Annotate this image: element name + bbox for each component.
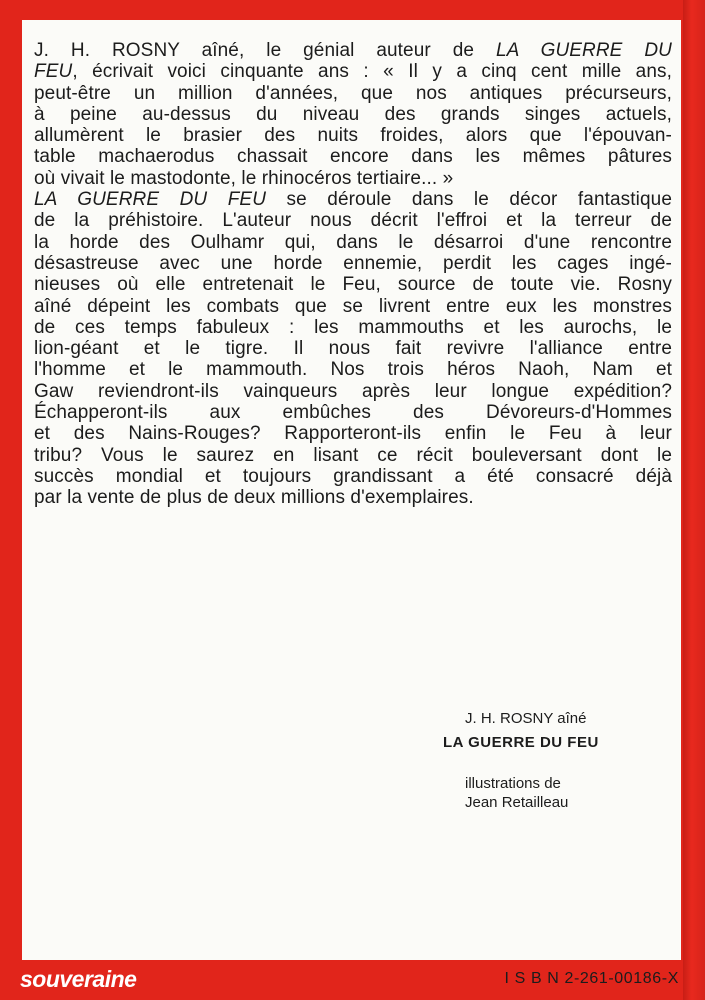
blurb-line [34,253,672,274]
blurb-title-italic: LA GUERRE DU [495,40,672,61]
blurb-title-italic: FEU [34,61,73,83]
blurb-text-run: lion-géant et le tigre. Il nous fait revivre l'alliance entre [34,338,672,360]
blurb-line [34,125,672,146]
blurb-text-run: par la vente de plus de deux millions d'exemplaires. [34,487,474,509]
blurb-text [34,40,672,509]
blurb-line [34,317,672,338]
blurb-line [34,168,672,189]
blurb-line [34,61,672,82]
blurb-text-run: , écrivait voici cinquante ans : « Il y a cinq cent mille ans, [72,61,672,83]
blurb-line [34,487,672,508]
blurb-line [34,83,672,104]
blurb-text-run: et des Nains-Rouges? Rapporteront-ils enfin le Feu à leur [34,423,672,445]
publisher-logo: souveraine [20,966,137,992]
credit-author: J. H. ROSNY aîné [465,710,587,727]
blurb-line [34,359,672,380]
credit-book-title: LA GUERRE DU FEU [443,734,599,751]
blurb-text-run: désastreuse avec une horde ennemie, perdit les cages ingé- [34,252,672,274]
blurb-line [34,445,672,466]
blurb-text-run: de ces temps fabuleux : les mammouths et les aurochs, le [34,316,672,338]
blurb-text-run: succès mondial et toujours grandissant a été consacré déjà [34,465,672,487]
blurb-line [34,40,672,61]
blurb-line [34,466,672,487]
blurb-text-run: aîné dépeint les combats que se livrent entre eux les monstres [34,295,672,317]
blurb-text-run: allumèrent le brasier des nuits froides, alors que l'épouvan- [34,125,672,147]
blurb-text-run: la horde des Oulhamr qui, dans le désarroi d'une rencontre [34,231,672,253]
blurb-text-run: J. H. ROSNY aîné, le génial auteur de [34,40,496,61]
blurb-text-run: de la préhistoire. L'auteur nous décrit l'effroi et la terreur de [34,210,672,232]
blurb-text-run: nieuses où elle entretenait le Feu, source de toute vie. Rosny [34,274,672,296]
blurb-text-run: Gaw reviendront-ils vainqueurs après leur longue expédition? [34,380,672,402]
blurb-line [34,274,672,295]
blurb-line [34,189,672,210]
blurb-line [34,232,672,253]
blurb-line [34,423,672,444]
blurb-text-run: à peine au-dessus du niveau des grands singes actuels, [34,103,672,125]
credit-illustrations [465,774,665,812]
blurb-line [34,381,672,402]
blurb-line [34,402,672,423]
illustrator-name: Jean Retailleau [465,794,569,811]
text-panel [22,20,681,960]
blurb-text-run: Échapperont-ils aux embûches des Dévoreurs-d'Hommes [34,402,672,424]
blurb-text-run: l'homme et le mammouth. Nos trois héros Naoh, Nam et [34,359,672,381]
isbn-number: I S B N 2-261-00186-X [504,970,679,987]
credits-block [443,710,665,812]
blurb-line [34,338,672,359]
blurb-text-run: table machaerodus chassait encore dans les mêmes pâtures [34,146,672,168]
blurb-text-run: se déroule dans le décor fantastique [266,189,672,211]
blurb-text-run: où vivait le mastodonte, le rhinocéros tertiaire... » [34,167,454,189]
blurb-text-run: peut-être un million d'années, que nos antiques précurseurs, [34,82,672,104]
blurb-text-run: tribu? Vous le saurez en lisant ce récit bouleversant dont le [34,444,672,466]
blurb-title-italic: LA GUERRE DU FEU [34,189,267,211]
blurb-line [34,296,672,317]
illustrations-label: illustrations de [465,775,561,792]
blurb-line [34,146,672,167]
blurb-line [34,104,672,125]
cover-edge [683,0,705,1000]
blurb-line [34,210,672,231]
